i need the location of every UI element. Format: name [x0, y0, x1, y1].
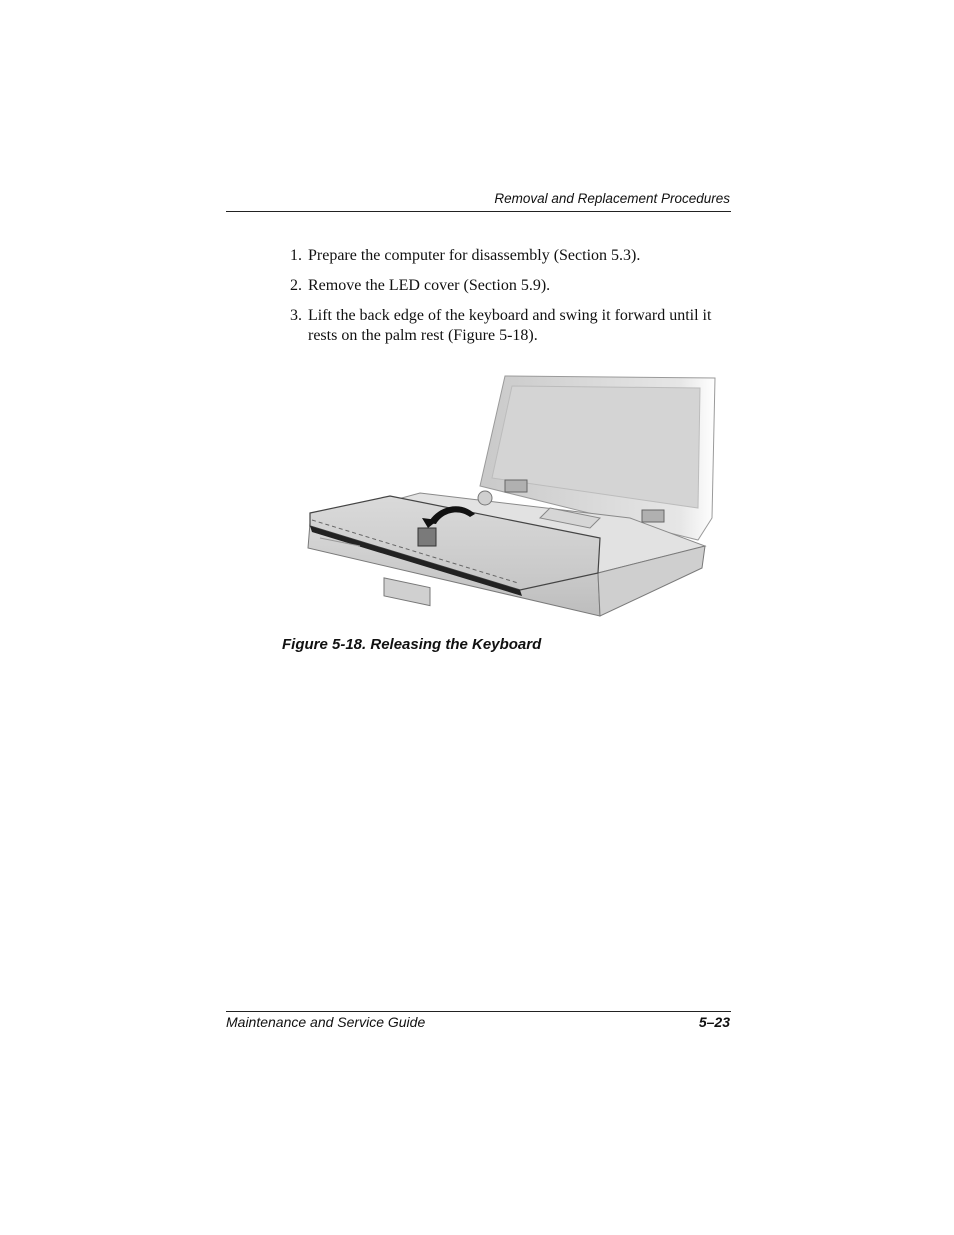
footer-rule [226, 1011, 731, 1012]
figure-illustration [300, 368, 730, 628]
step-text: Prepare the computer for disassembly (Section 5.3). [308, 247, 641, 264]
step-text: Lift the back edge of the keyboard and swing it forward until it rests on the palm rest (Figure 5-18). [308, 307, 712, 344]
page-number: 5–23 [698, 1014, 730, 1030]
step-item [288, 306, 733, 346]
step-number: 1. [290, 247, 302, 264]
step-item [288, 246, 733, 266]
step-number: 3. [290, 307, 302, 324]
procedure-steps [288, 246, 733, 356]
step-item [288, 276, 733, 296]
step-number: 2. [290, 277, 302, 294]
laptop-keyboard-illustration [300, 368, 730, 628]
footer-title: Maintenance and Service Guide [226, 1014, 426, 1030]
header-rule [226, 211, 731, 212]
step-text: Remove the LED cover (Section 5.9). [308, 277, 551, 294]
figure-caption: Figure 5-18. Releasing the Keyboard [282, 636, 542, 653]
running-header: Removal and Replacement Procedures [494, 191, 730, 206]
